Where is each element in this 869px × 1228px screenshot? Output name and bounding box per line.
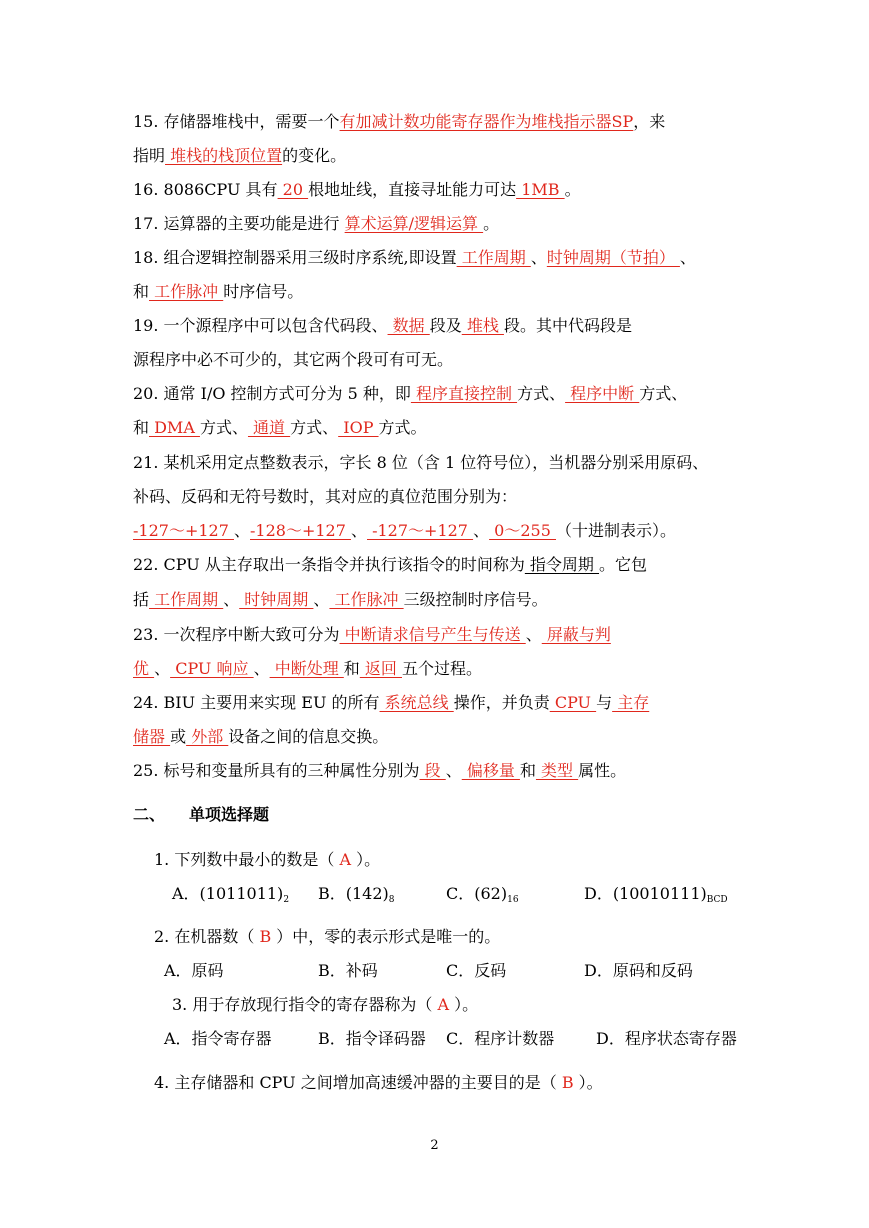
option-text: B．(142) (318, 884, 389, 903)
q17-text: 17. 运算器的主要功能是进行 (133, 214, 345, 233)
q22-line1 (133, 554, 647, 576)
option-text: A．原码 (164, 961, 224, 980)
q21-line2 (133, 486, 517, 508)
q23-line2 (133, 658, 482, 680)
q22-text: 。它包 (599, 555, 648, 574)
q20-text: 方式。 (378, 418, 427, 437)
q23-answer-1: 中断请求信号产生与传送 (339, 625, 526, 644)
q24-answer-2: CPU (549, 693, 597, 712)
q20-text: 方式、 (639, 384, 688, 403)
q24-text: 操作，并负责 (453, 693, 550, 712)
option-text: C．程序计数器 (446, 1029, 555, 1048)
mc-q1-answer: A (339, 850, 352, 869)
q20-answer-1: 程序直接控制 (410, 384, 518, 403)
mc-q2-option-d (584, 960, 693, 982)
q17-answer: 算术运算/逻辑运算 (344, 214, 484, 233)
q20-text: 20. 通常 I/O 控制方式可分为 5 种，即 (133, 384, 411, 403)
q19-answer-1: 数据 (387, 316, 430, 335)
q16-text: 根地址线，直接寻址能力可达 (308, 180, 517, 199)
q22-answer-2: 工作周期 (149, 590, 224, 609)
q23-answer-2-cont: 优 (133, 659, 155, 678)
mc-q4-answer: B (561, 1073, 574, 1092)
q15-answer-1: 有加减计数功能寄存器作为堆栈指示器SP (339, 112, 634, 131)
q22-text: 三级控制时序信号。 (403, 590, 548, 609)
mc-q1-text: 1. 下列数中最小的数是（ (154, 850, 340, 869)
mc-q3-text: 3. 用于存放现行指令的寄存器称为（ (172, 995, 438, 1014)
mc-q2-option-b (318, 960, 378, 982)
q23-text: 五个过程。 (402, 659, 483, 678)
q18-text: 和 (133, 282, 150, 301)
q22-answer-1: 指令周期 (524, 555, 600, 574)
q22-text: 、 (223, 590, 240, 609)
mc-q1-text: ）。 (351, 850, 381, 869)
q16-line (133, 179, 581, 201)
q23-answer-4: 中断处理 (269, 659, 344, 678)
mc-q2-stem (154, 926, 500, 948)
q18-text: 、 (530, 248, 547, 267)
q20-text: 方式、 (290, 418, 339, 437)
q20-text: 方式、 (517, 384, 566, 403)
q22-text: 括 (133, 590, 150, 609)
mc-q2-option-a (164, 960, 224, 982)
q20-text: 方式、 (199, 418, 248, 437)
option-subscript: 8 (388, 895, 395, 905)
q21-answer-2: -128～+127 (250, 521, 351, 540)
q18-line1 (133, 247, 696, 269)
mc-q4-text: ）。 (573, 1073, 603, 1092)
option-text: D．(10010111) (584, 884, 707, 903)
q22-text: 22. CPU 从主存取出一条指令并执行该指令的时间称为 (133, 555, 525, 574)
q25-answer-3: 类型 (535, 761, 579, 780)
mc-q3-stem (172, 994, 478, 1016)
option-text: D．程序状态寄存器 (596, 1029, 737, 1048)
q21-text: 、 (233, 521, 250, 540)
q24-answer-3: 主存 (612, 693, 650, 712)
q24-answer-1: 系统总线 (379, 693, 454, 712)
q20-answer-5: IOP (338, 418, 379, 437)
q25-answer-1: 段 (419, 761, 446, 780)
mc-q2-answer: B (259, 927, 272, 946)
q23-text: 、 (154, 659, 171, 678)
q15-text: ，来 (633, 112, 666, 131)
q23-text: 、 (525, 625, 542, 644)
q19-text: 19. 一个源程序中可以包含代码段、 (133, 316, 388, 335)
option-subscript: 16 (507, 895, 519, 905)
q17-text: 。 (483, 214, 500, 233)
q19-line1 (133, 315, 632, 337)
mc-q2-text: ）中，零的表示形式是唯一的。 (271, 927, 501, 946)
option-text: B．指令译码器 (318, 1029, 426, 1048)
q23-line1 (133, 624, 611, 646)
q20-line1 (133, 383, 687, 405)
q24-text: 或 (170, 727, 187, 746)
q15-text: 15. 存储器堆栈中，需要一个 (133, 112, 340, 131)
q18-text: 、 (679, 248, 696, 267)
q23-text: 23. 一次程序中断大致可分为 (133, 625, 340, 644)
q18-answer-1: 工作周期 (456, 248, 531, 267)
mc-q1-option-a (172, 883, 289, 911)
q24-text: 与 (596, 693, 613, 712)
q20-answer-4: 通道 (247, 418, 291, 437)
q18-text: 时序信号。 (223, 282, 304, 301)
q21-text: 、 (473, 521, 490, 540)
q15-text: 的变化。 (282, 146, 347, 165)
q23-text: 、 (253, 659, 270, 678)
q17-line (133, 213, 499, 235)
option-subscript: 2 (283, 895, 290, 905)
q22-line2 (133, 589, 548, 611)
option-text: A．指令寄存器 (164, 1029, 272, 1048)
q16-answer-1: 20 (277, 180, 309, 199)
q23-answer-3: CPU 响应 (170, 659, 254, 678)
q15-line1 (133, 111, 665, 133)
q19-text: 段。其中代码段是 (503, 316, 632, 335)
mc-q4-stem (154, 1072, 603, 1094)
q18-answer-3: 工作脉冲 (149, 282, 224, 301)
mc-q3-option-c (446, 1028, 554, 1050)
page-number: 2 (430, 1138, 439, 1153)
q21-text: 、 (350, 521, 367, 540)
q25-text: 属性。 (578, 761, 627, 780)
q19-text: 源程序中必不可少的，其它两个段可有可无。 (133, 350, 454, 369)
q21-answer-1: -127～+127 (133, 521, 234, 540)
q20-answer-2: 程序中断 (565, 384, 640, 403)
q21-text: 21. 某机采用定点整数表示，字长 8 位（含 1 位符号位），当机器分别采用原码、 (133, 453, 709, 472)
mc-q3-option-b (318, 1028, 426, 1050)
option-text: D．原码和反码 (584, 961, 693, 980)
q21-line3 (133, 520, 676, 542)
q24-line2 (133, 726, 388, 748)
q20-answer-3: DMA (149, 418, 200, 437)
q24-text: 24. BIU 主要用来实现 EU 的所有 (133, 693, 380, 712)
mc-q2-text: 2. 在机器数（ (154, 927, 260, 946)
mc-q3-answer: A (437, 995, 450, 1014)
mc-q1-stem (154, 849, 380, 871)
section-number: 二、 (133, 805, 166, 824)
option-text: B．补码 (318, 961, 378, 980)
q21-text: （十进制表示）。 (556, 521, 677, 540)
mc-q1-option-d (584, 883, 728, 911)
section-heading (133, 804, 269, 826)
q16-answer-2: 1MB (516, 180, 565, 199)
q15-answer-2: 堆栈的栈顶位置 (165, 146, 283, 165)
mc-q1-option-b (318, 883, 395, 911)
q15-line2 (133, 145, 346, 167)
q18-answer-2: 时钟周期（节拍） (546, 248, 680, 267)
option-text: A．(1011011) (172, 884, 284, 903)
q22-answer-3: 时钟周期 (239, 590, 314, 609)
q23-answer-2: 屏蔽与判 (541, 625, 611, 644)
option-subscript: BCD (706, 895, 728, 905)
q22-text: 、 (313, 590, 330, 609)
mc-q1-option-c (446, 883, 519, 911)
q24-answer-4: 外部 (186, 727, 229, 746)
q24-answer-3-cont: 储器 (133, 727, 171, 746)
q25-answer-2: 偏移量 (461, 761, 520, 780)
q21-answer-3: -127～+127 (367, 521, 474, 540)
mc-q3-option-a (164, 1028, 272, 1050)
q21-text: 补码、反码和无符号数时，其对应的真位范围分别为： (133, 487, 518, 506)
q25-text: 和 (519, 761, 536, 780)
mc-q3-option-d (596, 1028, 737, 1050)
q25-text: 25. 标号和变量所具有的三种属性分别为 (133, 761, 420, 780)
q23-answer-5: 返回 (359, 659, 402, 678)
q15-text: 指明 (133, 146, 166, 165)
q25-text: 、 (445, 761, 462, 780)
q18-line2 (133, 281, 303, 303)
q20-text: 和 (133, 418, 150, 437)
q21-answer-4: 0～255 (489, 521, 556, 540)
q24-line1 (133, 692, 649, 714)
option-text: C．(62) (446, 884, 508, 903)
q16-text: 。 (564, 180, 581, 199)
q19-answer-2: 堆栈 (461, 316, 504, 335)
q22-answer-4: 工作脉冲 (329, 590, 404, 609)
q16-text: 16. 8086CPU 具有 (133, 180, 278, 199)
mc-q2-option-c (446, 960, 506, 982)
q25-line (133, 760, 626, 782)
q21-line1 (133, 452, 708, 474)
mc-q3-text: ）。 (449, 995, 479, 1014)
q18-text: 18. 组合逻辑控制器采用三级时序系统,即设置 (133, 248, 457, 267)
mc-q4-text: 4. 主存储器和 CPU 之间增加高速缓冲器的主要目的是（ (154, 1073, 562, 1092)
q24-text: 设备之间的信息交换。 (228, 727, 389, 746)
q19-line2 (133, 349, 453, 371)
q23-text: 和 (343, 659, 360, 678)
section-title: 单项选择题 (189, 805, 270, 824)
q19-text: 段及 (429, 316, 462, 335)
q20-line2 (133, 417, 427, 439)
option-text: C．反码 (446, 961, 507, 980)
